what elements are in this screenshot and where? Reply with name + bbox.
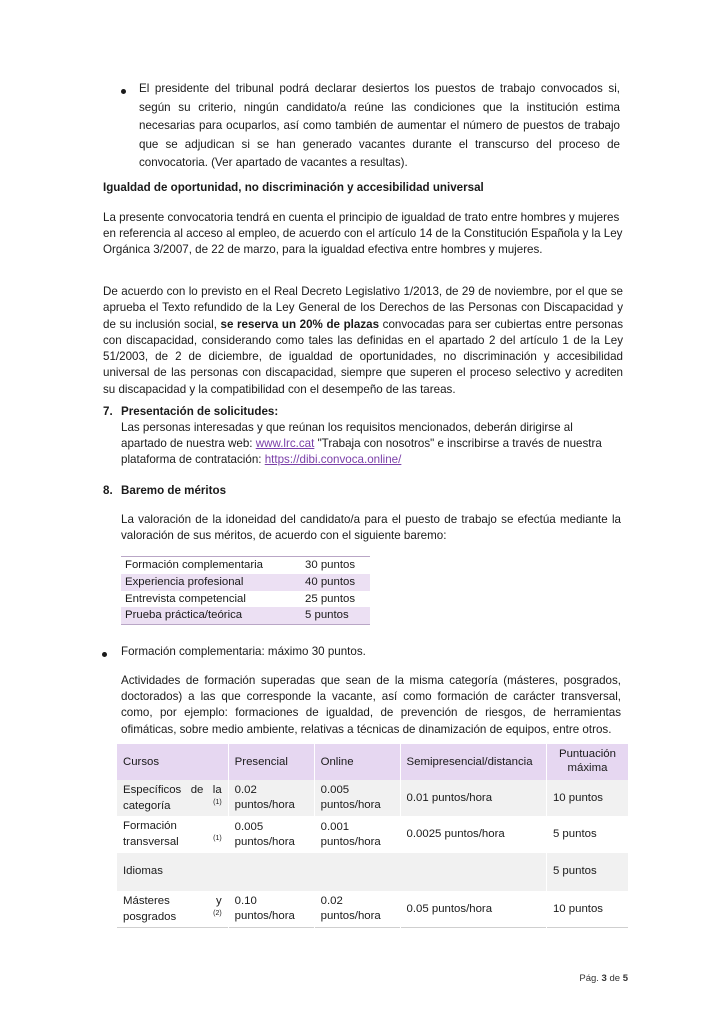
footnote-marker: (1) [213, 798, 222, 806]
igualdad-heading: Igualdad de oportunidad, no discriminación y accesibilidad universal [103, 181, 484, 194]
bullet-tribunal-text: El presidente del tribunal podrá declarar desiertos los puestos de trabajo convocados si, según su criterio, ningún candidato/a reúne las condiciones que la institución estima necesarias para ocuparlos, así como también de aumentar el número de puestos de trabajo que se adjudican si se han generado vacantes durante el transcurso del proceso de convocatoria. (Ver apartado de vacantes a resultas). [139, 82, 620, 170]
baremo-row [121, 607, 370, 624]
baremo-row [121, 557, 370, 574]
cursos-name-line2: categoría [123, 799, 171, 812]
cell-presencial: 0.005 puntos/hora [228, 816, 314, 852]
header-presencial: Presencial [228, 744, 314, 780]
reserva-plazas-bold: se reserva un 20% de plazas [220, 317, 380, 331]
section-7-number: 7. [103, 405, 113, 418]
igualdad-p2-start: De acuerdo con lo previsto en el Real Decreto Legislativo 1/2013, de 29 de noviembre, por el que se aprueba el Texto refundido de la Ley General de los Derechos de las Personas con Discapacidad y de su inclusión social, [103, 285, 623, 331]
cell-max: 10 puntos [546, 780, 628, 816]
header-cursos: Cursos [117, 744, 228, 780]
baremo-table [121, 556, 370, 625]
section-7-text-middle: "Trabaja con nosotros" e inscribirse a través de nuestra plataforma de contratación: [121, 437, 602, 467]
cursos-name [117, 891, 228, 928]
footnote-marker: (1) [213, 835, 222, 843]
cell-semipresencial: 0.01 puntos/hora [400, 780, 546, 816]
baremo-row [121, 574, 370, 591]
baremo-label: Experiencia profesional [121, 574, 301, 591]
table-row [117, 816, 629, 852]
table-row [117, 853, 629, 891]
cursos-name [117, 816, 228, 852]
cursos-table [117, 744, 629, 928]
footnote-marker: (2) [213, 909, 222, 917]
cell-presencial: 0.02 puntos/hora [228, 780, 314, 816]
footer-middle: de [606, 973, 623, 984]
baremo-label: Prueba práctica/teórica [121, 607, 301, 624]
table-row [117, 891, 629, 928]
footer-total: 5 [622, 973, 628, 984]
header-semipresencial: Semipresencial/distancia [400, 744, 546, 780]
section-7-title: Presentación de solicitudes: [121, 405, 279, 418]
web-link[interactable]: www.lrc.cat [255, 437, 315, 451]
igualdad-paragraph-2 [103, 284, 623, 398]
section-7-text-start: Las personas interesadas y que reúnan los requisitos mencionados, deberán dirigirse al apartado de nuestra web: [121, 421, 573, 451]
cursos-name-line2: transversal [123, 836, 179, 849]
cell-online: 0.005 puntos/hora [314, 780, 400, 816]
page-footer [568, 972, 628, 985]
cell-online: 0.001 puntos/hora [314, 816, 400, 852]
section-8-number: 8. [103, 484, 113, 497]
baremo-row [121, 591, 370, 608]
baremo-value: 30 puntos [305, 559, 356, 571]
baremo-value: 40 puntos [301, 574, 370, 591]
cell-max: 5 puntos [546, 853, 628, 891]
section-7-text [121, 420, 621, 469]
baremo-value: 25 puntos [305, 592, 356, 605]
idiomas-cell: Idiomas [117, 853, 546, 891]
formacion-bullet-text: Formación complementaria: máximo 30 puntos. [121, 645, 366, 658]
cursos-name-line1: Másteres y [123, 894, 222, 907]
igualdad-paragraph-1: La presente convocatoria tendrá en cuenta el principio de igualdad de trato entre hombres y mujeres en referencia al acceso al empleo, de acuerdo con el artículo 14 de la Constitución Española y la Ley Orgánica 3/2007, de 22 de marzo, para la igualdad efectiva entre hombres y mujeres. [103, 211, 623, 257]
header-puntuacion-maxima: Puntuación máxima [546, 744, 628, 780]
header-online: Online [314, 744, 400, 780]
platform-link[interactable]: https://dibi.convoca.online/ [264, 453, 402, 467]
igualdad-p2-end: convocadas para ser cubiertas entre personas con discapacidad, considerando como tales las definidas en el apartado 2 del artículo 1 de la Ley 51/2003, de 2 de diciembre, de igualdad de oportunidades, no discriminación y accesibilidad universal de las personas con discapacidad, siempre que superen el proceso selectivo y acrediten su discapacidad y la compatibilidad con el desempeño de las tareas. [103, 317, 624, 396]
baremo-value: 5 puntos [301, 607, 370, 624]
bullet-marker [102, 652, 107, 657]
cell-presencial: 0.10 puntos/hora [228, 891, 314, 928]
section-8-intro: La valoración de la idoneidad del candidato/a para el puesto de trabajo se efectúa mediante la valoración de sus méritos, de acuerdo con el siguiente baremo: [121, 513, 621, 543]
cell-max: 10 puntos [546, 891, 628, 928]
cursos-name-line1: Específicos de la [123, 784, 222, 796]
cell-semipresencial: 0.0025 puntos/hora [400, 816, 546, 852]
cell-semipresencial: 0.05 puntos/hora [400, 891, 546, 928]
cursos-header-row [117, 744, 629, 780]
bullet-marker [121, 89, 126, 94]
section-8-title: Baremo de méritos [121, 484, 227, 497]
baremo-label: Entrevista competencial [125, 592, 246, 605]
formacion-paragraph: Actividades de formación superadas que sean de la misma categoría (másteres, posgrados, doctorados) a las que corresponde la vacante, así como formación de carácter transversal, como, por ejemplo: formaciones de igualdad, de prevención de riesgos, de herramientas ofimáticas, sobre medio ambiente, relativas a técnicas de dinamización de equipos, entre otros. [121, 674, 621, 736]
table-row [117, 780, 629, 816]
footer-page: 3 [601, 973, 607, 984]
cell-max: 5 puntos [546, 816, 628, 852]
baremo-label: Formación complementaria [125, 559, 264, 571]
cursos-name-line1: Formación [123, 820, 177, 833]
cursos-name-line2: posgrados [123, 910, 177, 923]
footer-prefix: Pág. [579, 973, 602, 984]
cursos-name [117, 780, 228, 816]
cell-online: 0.02 puntos/hora [314, 891, 400, 928]
